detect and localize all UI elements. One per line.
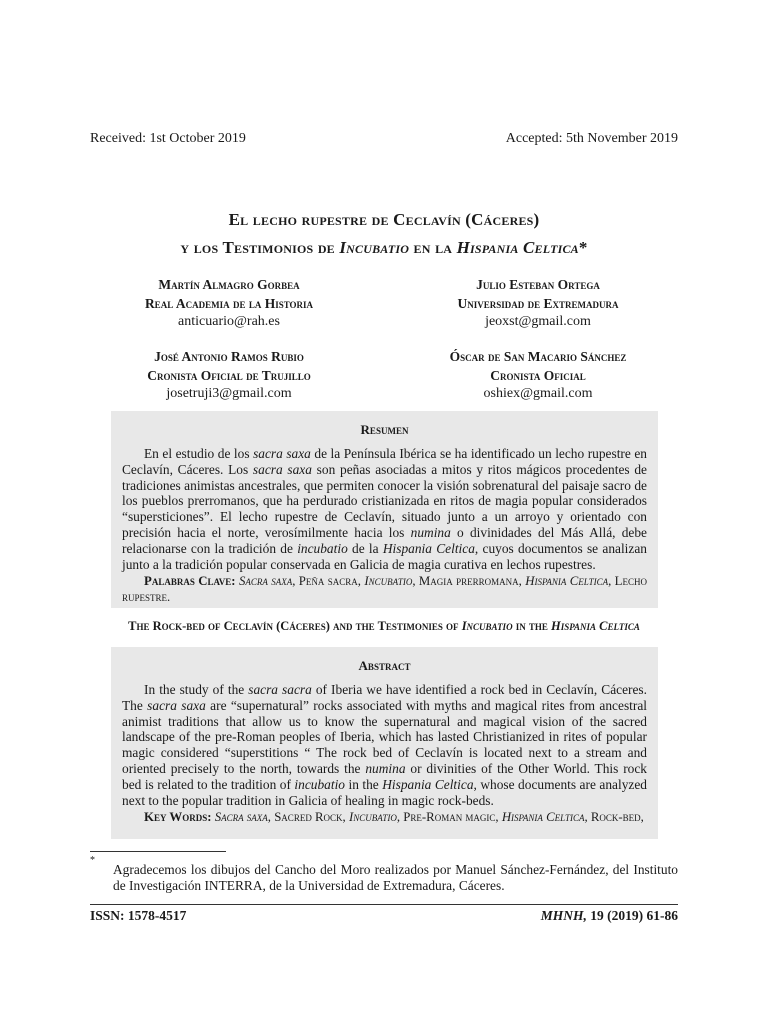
- resumen-body: En el estudio de los sacra saxa de la Península Ibérica se ha identificado un lecho rupestre en Ceclavín, Cáceres. Los sacra saxa son peñas asociadas a mitos y ritos mágicos procedentes de tradiciones animistas ancestrales, que permiten conocer la visión sobrenatural del paisaje sacro de los pueblos prerromanos, que ha perdurado cristianizada en ritos de magia popular considerados “supersticiones”. El lecho rupestre de Ceclavín, situado junto a un arroyo y orientado con precisión hacia el norte, verosímilmente hacia los numina o divinidades del Más Allá, debe relacionarse con la tradición de incubatio de la Hispania Celtica, cuyos documentos se analizan junto a la tradición popular conservada en Galicia de magia curativa en lechos rupestres.: [122, 446, 647, 572]
- resumen-keywords: Palabras Clave: Sacra saxa, Peña sacra, Incubatio, Magia prerromana, Hispania Celtica, Lecho rupestre.: [122, 574, 647, 605]
- author-name: Óscar de San Macario Sánchez: [449, 349, 627, 364]
- title-italic-incubatio: Incubatio: [339, 238, 410, 257]
- abstract-body: In the study of the sacra sacra of Iberia we have identified a rock bed in Ceclavín, Cáceres. The sacra saxa are “supernatural” rocks associated with myths and magical rites from ancestral animist traditions that allow us to know the supernatural and magical vision of the sacred landscape of the pre-Roman peoples of Iberia, which has lasted Christianized in rites of popular magic considered “superstitions “ The rock bed of Ceclavín is located next to a stream and oriented precisely to the north, towards the numina or divinities of the Other World. This rock bed is related to the tradition of incubatio in the Hispania Celtica, whose documents are analyzed next to the popular tradition in Galicia of healing in magic rock-beds.: [122, 682, 648, 808]
- resumen-heading: Resumen: [360, 422, 409, 437]
- author-name: José Antonio Ramos Rubio: [154, 349, 304, 364]
- footnote-text: Agradecemos los dibujos del Cancho del Moro realizados por Manuel Sánchez-Fernández, del Instituto de Investigación INTERRA, de la Universidad de Extremadura, Cáceres.: [113, 862, 678, 893]
- accepted-date: Accepted: 5th November 2019: [505, 131, 678, 146]
- received-date: Received: 1st October 2019: [90, 131, 246, 146]
- author-name: Julio Esteban Ortega: [476, 277, 600, 292]
- keywords-label: Palabras Clave:: [144, 574, 236, 589]
- journal-volume-pages: 19 (2019) 61-86: [586, 908, 678, 923]
- resumen-section: [111, 411, 658, 608]
- author-name: Martín Almagro Gorbea: [158, 277, 300, 292]
- abstract-section: [111, 647, 658, 839]
- title-footnote-mark: *: [578, 238, 588, 257]
- footer-divider: [90, 904, 678, 905]
- author-block: [388, 348, 688, 404]
- author-affiliation: Universidad de Extremadura: [457, 295, 619, 311]
- title-text: en la: [409, 238, 457, 257]
- author-email: jeoxst@gmail.com: [485, 314, 591, 329]
- paper-title-line-2: [0, 238, 768, 258]
- issn: ISSN: 1578-4517: [90, 908, 187, 923]
- journal-citation: [541, 908, 678, 924]
- title-italic-hispania: Hispania Celtica: [456, 238, 579, 257]
- abstract-keywords: Key Words: Sacra saxa, Sacred Rock, Incubatio, Pre-Roman magic, Hispania Celtica, Rock-bed,: [144, 810, 644, 825]
- author-email: josetruji3@gmail.com: [166, 386, 292, 401]
- keywords-label: Key Words:: [144, 810, 212, 825]
- author-affiliation: Cronista Oficial: [490, 367, 586, 383]
- author-email: oshiex@gmail.com: [483, 386, 593, 401]
- paper-title-line-1: El lecho rupestre de Ceclavín (Cáceres): [228, 210, 540, 229]
- footnote-mark: *: [90, 855, 95, 866]
- author-block: [79, 348, 379, 404]
- author-email: anticuario@rah.es: [178, 314, 280, 329]
- english-title: The Rock-bed of Ceclavín (Cáceres) and the Testimonies of Incubatio in the Hispania Celtica: [128, 619, 640, 633]
- author-block: [79, 276, 379, 332]
- author-affiliation: Cronista Oficial de Trujillo: [147, 367, 311, 383]
- author-block: [388, 276, 688, 332]
- journal-name: MHNH,: [540, 908, 587, 923]
- abstract-heading: Abstract: [358, 658, 411, 673]
- title-text: y los Testimonios de: [180, 238, 340, 257]
- author-affiliation: Real Academia de la Historia: [144, 295, 314, 311]
- footnote-divider: [90, 851, 226, 852]
